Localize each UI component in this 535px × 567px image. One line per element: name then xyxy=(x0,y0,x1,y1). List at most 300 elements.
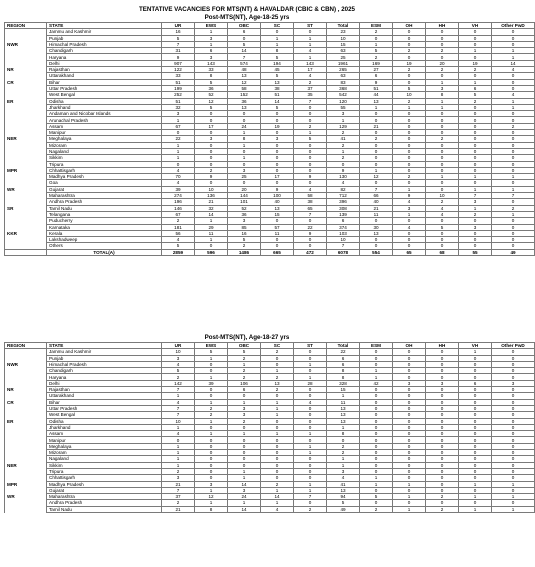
total-value-cell: 665 xyxy=(261,249,294,255)
value-cell: 2 xyxy=(426,199,459,205)
value-cell: 42 xyxy=(360,380,393,386)
value-cell: 63 xyxy=(327,48,360,54)
value-cell: 3 xyxy=(393,205,426,211)
value-cell: 0 xyxy=(459,424,492,430)
value-cell: 0 xyxy=(393,361,426,367)
value-cell: 19 xyxy=(393,60,426,66)
value-cell: 0 xyxy=(360,148,393,154)
value-cell: 1 xyxy=(459,205,492,211)
column-header: ESM xyxy=(360,343,393,349)
value-cell: 1 xyxy=(294,374,327,380)
value-cell: 1 xyxy=(360,41,393,47)
value-cell: 0 xyxy=(492,117,535,123)
value-cell: 142 xyxy=(162,380,195,386)
value-cell: 0 xyxy=(426,218,459,224)
value-cell: 6 xyxy=(360,73,393,79)
value-cell: 0 xyxy=(261,130,294,136)
value-cell: 0 xyxy=(294,475,327,481)
value-cell: 194 xyxy=(261,60,294,66)
value-cell: 22 xyxy=(327,349,360,355)
value-cell: 11 xyxy=(195,230,228,236)
value-cell: 4 xyxy=(162,167,195,173)
value-cell: 0 xyxy=(459,462,492,468)
state-cell: Chhattisgarh xyxy=(47,475,162,481)
total-row xyxy=(5,249,535,255)
value-cell: 1 xyxy=(195,355,228,361)
value-cell: 4 xyxy=(162,237,195,243)
value-cell: 0 xyxy=(228,35,261,41)
value-cell: 0 xyxy=(294,104,327,110)
value-cell: 17 xyxy=(294,67,327,73)
value-cell: 1 xyxy=(261,41,294,47)
value-cell: 0 xyxy=(195,424,228,430)
state-cell: Nagaland xyxy=(47,148,162,154)
value-cell: 0 xyxy=(294,180,327,186)
value-cell: 1 xyxy=(327,462,360,468)
value-cell: 58 xyxy=(294,193,327,199)
value-cell: 0 xyxy=(426,167,459,173)
value-cell: 0 xyxy=(294,142,327,148)
value-cell: 1 xyxy=(294,35,327,41)
value-cell: 265 xyxy=(327,67,360,73)
value-cell: 0 xyxy=(426,468,459,474)
value-cell: 0 xyxy=(261,456,294,462)
value-cell: 0 xyxy=(360,450,393,456)
value-cell: 1 xyxy=(294,481,327,487)
value-cell: 41 xyxy=(327,481,360,487)
value-cell: 2 xyxy=(327,130,360,136)
value-cell: 0 xyxy=(459,136,492,142)
value-cell: 17 xyxy=(195,123,228,129)
value-cell: 274 xyxy=(162,193,195,199)
value-cell: 0 xyxy=(393,111,426,117)
value-cell: 1 xyxy=(228,361,261,367)
value-cell: 0 xyxy=(426,355,459,361)
value-cell: 25 xyxy=(327,54,360,60)
value-cell: 2 xyxy=(459,211,492,217)
value-cell: 0 xyxy=(294,218,327,224)
value-cell: 0 xyxy=(261,361,294,367)
value-cell: 1 xyxy=(261,405,294,411)
value-cell: 4 xyxy=(162,361,195,367)
value-cell: 3 xyxy=(393,380,426,386)
state-cell: Lakshadweep xyxy=(47,237,162,243)
value-cell: 0 xyxy=(426,405,459,411)
value-cell: 0 xyxy=(360,437,393,443)
value-cell: 0 xyxy=(294,161,327,167)
value-cell: 11 xyxy=(360,211,393,217)
value-cell: 2 xyxy=(162,500,195,506)
value-cell: 3 xyxy=(195,481,228,487)
value-cell: 15 xyxy=(327,41,360,47)
table1-heading: Post-MTS(NT), Age-18-25 yrs xyxy=(204,14,290,21)
region-cell: NER xyxy=(5,462,47,468)
value-cell: 2 xyxy=(162,468,195,474)
state-cell: Goa xyxy=(47,180,162,186)
value-cell: 32 xyxy=(195,205,228,211)
value-cell: 6 xyxy=(228,387,261,393)
value-cell: 0 xyxy=(459,161,492,167)
value-cell: 712 xyxy=(327,193,360,199)
value-cell: 0 xyxy=(327,161,360,167)
value-cell: 0 xyxy=(492,456,535,462)
value-cell: 3 xyxy=(228,167,261,173)
value-cell: 2 xyxy=(492,123,535,129)
value-cell: 0 xyxy=(492,35,535,41)
value-cell: 0 xyxy=(360,237,393,243)
column-header: SC xyxy=(261,23,294,29)
value-cell: 0 xyxy=(195,468,228,474)
value-cell: 374 xyxy=(327,224,360,230)
value-cell: 3 xyxy=(492,380,535,386)
value-cell: 7 xyxy=(294,98,327,104)
value-cell: 146 xyxy=(162,205,195,211)
table-row xyxy=(5,506,535,512)
value-cell: 0 xyxy=(426,73,459,79)
value-cell: 12 xyxy=(360,174,393,180)
value-cell: 4 xyxy=(294,48,327,54)
value-cell: 144 xyxy=(228,193,261,199)
value-cell: 0 xyxy=(393,468,426,474)
state-cell: Uttarakhand xyxy=(47,393,162,399)
value-cell: 106 xyxy=(228,380,261,386)
state-cell: West Bengal xyxy=(47,92,162,98)
value-cell: 103 xyxy=(327,230,360,236)
value-cell: 5 xyxy=(261,54,294,60)
column-header: UR xyxy=(162,23,195,29)
value-cell: 0 xyxy=(393,355,426,361)
value-cell: 1 xyxy=(228,500,261,506)
vacancy-table-18-27 xyxy=(4,342,535,513)
value-cell: 0 xyxy=(492,487,535,493)
value-cell: 8 xyxy=(327,374,360,380)
value-cell: 0 xyxy=(294,349,327,355)
value-cell: 13 xyxy=(327,418,360,424)
value-cell: 0 xyxy=(459,41,492,47)
state-cell: Gujarat xyxy=(47,186,162,192)
column-header: OH xyxy=(393,343,426,349)
value-cell: 0 xyxy=(294,355,327,361)
value-cell: 0 xyxy=(426,123,459,129)
value-cell: 2 xyxy=(261,349,294,355)
value-cell: 0 xyxy=(426,130,459,136)
value-cell: 8 xyxy=(228,136,261,142)
value-cell: 9 xyxy=(162,54,195,60)
value-cell: 0 xyxy=(492,475,535,481)
value-cell: 0 xyxy=(492,462,535,468)
value-cell: 0 xyxy=(426,475,459,481)
value-cell: 10 xyxy=(426,193,459,199)
value-cell: 0 xyxy=(426,35,459,41)
value-cell: 10 xyxy=(327,237,360,243)
value-cell: 2 xyxy=(294,506,327,512)
value-cell: 1 xyxy=(393,494,426,500)
region-cell: NR xyxy=(5,387,47,393)
region-cell: MPR xyxy=(5,167,47,173)
value-cell: 1 xyxy=(426,79,459,85)
value-cell: 0 xyxy=(459,142,492,148)
value-cell: 2 xyxy=(294,123,327,129)
value-cell: 4 xyxy=(393,224,426,230)
value-cell: 0 xyxy=(294,155,327,161)
region-cell: CR xyxy=(5,79,47,85)
state-cell: Madhya Pradesh xyxy=(47,174,162,180)
value-cell: 0 xyxy=(426,161,459,167)
value-cell: 1 xyxy=(228,431,261,437)
value-cell: 85 xyxy=(228,224,261,230)
value-cell: 1 xyxy=(360,167,393,173)
value-cell: 10 xyxy=(327,35,360,41)
value-cell: 0 xyxy=(492,218,535,224)
value-cell: 37 xyxy=(162,494,195,500)
value-cell: 63 xyxy=(327,73,360,79)
state-cell: Himachal Pradesh xyxy=(47,41,162,47)
value-cell: 3 xyxy=(195,35,228,41)
value-cell: 0 xyxy=(426,230,459,236)
value-cell: 5 xyxy=(162,35,195,41)
value-cell: 2 xyxy=(261,374,294,380)
value-cell: 5 xyxy=(228,41,261,47)
value-cell: 0 xyxy=(360,431,393,437)
value-cell: 0 xyxy=(459,456,492,462)
value-cell: 13 xyxy=(228,73,261,79)
value-cell: 2 xyxy=(426,136,459,142)
value-cell: 45 xyxy=(261,67,294,73)
value-cell: 0 xyxy=(492,450,535,456)
value-cell: 51 xyxy=(360,85,393,91)
value-cell: 2 xyxy=(360,136,393,142)
value-cell: 0 xyxy=(294,387,327,393)
state-cell: Jammu and Kashmir xyxy=(47,29,162,35)
value-cell: 0 xyxy=(228,180,261,186)
value-cell: 65 xyxy=(294,205,327,211)
value-cell: 1 xyxy=(294,361,327,367)
value-cell: 6 xyxy=(195,48,228,54)
value-cell: 0 xyxy=(426,431,459,437)
value-cell: 38 xyxy=(294,199,327,205)
state-cell: Madhya Pradesh xyxy=(47,481,162,487)
value-cell: 16 xyxy=(228,230,261,236)
value-cell: 0 xyxy=(459,405,492,411)
value-cell: 40 xyxy=(360,199,393,205)
table-body xyxy=(5,29,535,256)
value-cell: 328 xyxy=(327,380,360,386)
value-cell: 13 xyxy=(261,380,294,386)
value-cell: 52 xyxy=(195,92,228,98)
value-cell: 5 xyxy=(195,104,228,110)
value-cell: 9 xyxy=(261,186,294,192)
column-header: EWS xyxy=(195,23,228,29)
value-cell: 542 xyxy=(327,92,360,98)
value-cell: 1 xyxy=(294,431,327,437)
value-cell: 0 xyxy=(195,142,228,148)
value-cell: 0 xyxy=(426,399,459,405)
value-cell: 0 xyxy=(294,405,327,411)
state-cell: Delhi xyxy=(47,380,162,386)
value-cell: 196 xyxy=(162,199,195,205)
value-cell: 0 xyxy=(294,424,327,430)
value-cell: 5 xyxy=(195,79,228,85)
region-cell: NWR xyxy=(5,41,47,47)
value-cell: 0 xyxy=(492,393,535,399)
value-cell: 52 xyxy=(228,205,261,211)
value-cell: 1 xyxy=(162,424,195,430)
value-cell: 38 xyxy=(261,85,294,91)
total-value-cell: 6078 xyxy=(327,249,360,255)
state-cell: Delhi xyxy=(47,60,162,66)
value-cell: 4 xyxy=(327,180,360,186)
value-cell: 0 xyxy=(426,117,459,123)
value-cell: 0 xyxy=(426,481,459,487)
value-cell: 1 xyxy=(195,237,228,243)
value-cell: 199 xyxy=(162,85,195,91)
value-cell: 0 xyxy=(360,142,393,148)
value-cell: 0 xyxy=(195,148,228,154)
value-cell: 1 xyxy=(162,462,195,468)
value-cell: 1 xyxy=(261,368,294,374)
state-cell: Mizoram xyxy=(47,450,162,456)
value-cell: 2 xyxy=(195,412,228,418)
region-cell: NER xyxy=(5,136,47,142)
state-cell: Others xyxy=(47,243,162,249)
value-cell: 0 xyxy=(426,393,459,399)
region-cell xyxy=(5,506,47,512)
value-cell: 44 xyxy=(360,92,393,98)
value-cell: 5 xyxy=(228,237,261,243)
state-cell: Chandigarh xyxy=(47,368,162,374)
value-cell: 0 xyxy=(261,117,294,123)
vacancy-table-18-25 xyxy=(4,22,535,256)
value-cell: 0 xyxy=(459,355,492,361)
value-cell: 40 xyxy=(261,199,294,205)
value-cell: 0 xyxy=(261,450,294,456)
value-cell: 1 xyxy=(294,450,327,456)
region-cell: WR xyxy=(5,494,47,500)
value-cell: 0 xyxy=(261,243,294,249)
state-cell: Nagaland xyxy=(47,456,162,462)
value-cell: 0 xyxy=(426,443,459,449)
value-cell: 33 xyxy=(195,67,228,73)
value-cell: 0 xyxy=(360,130,393,136)
column-header: SC xyxy=(261,343,294,349)
value-cell: 5 xyxy=(360,48,393,54)
column-header: STATE xyxy=(47,23,162,29)
state-cell: Meghalaya xyxy=(47,136,162,142)
value-cell: 1 xyxy=(261,431,294,437)
state-cell: Gujarat xyxy=(47,487,162,493)
value-cell: 9 xyxy=(360,79,393,85)
state-cell: Meghalaya xyxy=(47,443,162,449)
value-cell: 1 xyxy=(162,155,195,161)
value-cell: 0 xyxy=(459,180,492,186)
value-cell: 0 xyxy=(195,393,228,399)
value-cell: 6 xyxy=(459,85,492,91)
value-cell: 0 xyxy=(228,148,261,154)
value-cell: 0 xyxy=(393,412,426,418)
value-cell: 1 xyxy=(492,211,535,217)
value-cell: 13 xyxy=(327,487,360,493)
value-cell: 0 xyxy=(459,111,492,117)
value-cell: 5 xyxy=(261,104,294,110)
value-cell: 0 xyxy=(459,368,492,374)
value-cell: 14 xyxy=(228,506,261,512)
value-cell: 4 xyxy=(492,92,535,98)
value-cell: 0 xyxy=(228,456,261,462)
value-cell: 9 xyxy=(195,174,228,180)
value-cell: 1 xyxy=(195,399,228,405)
value-cell: 0 xyxy=(393,405,426,411)
state-cell: Assam xyxy=(47,431,162,437)
value-cell: 0 xyxy=(492,111,535,117)
value-cell: 0 xyxy=(492,142,535,148)
value-cell: 0 xyxy=(228,111,261,117)
value-cell: 5 xyxy=(360,494,393,500)
value-cell: 82 xyxy=(327,186,360,192)
value-cell: 0 xyxy=(360,500,393,506)
value-cell: 0 xyxy=(360,424,393,430)
value-cell: 3 xyxy=(162,475,195,481)
value-cell: 0 xyxy=(393,136,426,142)
value-cell: 1 xyxy=(294,54,327,60)
value-cell: 0 xyxy=(393,29,426,35)
value-cell: 0 xyxy=(360,180,393,186)
value-cell: 0 xyxy=(393,54,426,60)
value-cell: 4 xyxy=(162,431,195,437)
value-cell: 1 xyxy=(327,456,360,462)
value-cell: 8 xyxy=(195,73,228,79)
value-cell: 5 xyxy=(162,243,195,249)
value-cell: 0 xyxy=(294,437,327,443)
value-cell: 0 xyxy=(360,155,393,161)
state-cell: Mizoram xyxy=(47,142,162,148)
value-cell: 1 xyxy=(492,494,535,500)
value-cell: 0 xyxy=(459,130,492,136)
column-header: OBC xyxy=(228,23,261,29)
region-cell: ER xyxy=(5,98,47,104)
value-cell: 0 xyxy=(261,443,294,449)
value-cell: 0 xyxy=(195,130,228,136)
value-cell: 1 xyxy=(327,424,360,430)
value-cell: 0 xyxy=(426,54,459,60)
value-cell: 25 xyxy=(228,174,261,180)
value-cell: 0 xyxy=(360,117,393,123)
value-cell: 0 xyxy=(393,443,426,449)
value-cell: 0 xyxy=(294,368,327,374)
value-cell: 1 xyxy=(294,130,327,136)
value-cell: 14 xyxy=(228,48,261,54)
value-cell: 5 xyxy=(228,349,261,355)
value-cell: 139 xyxy=(327,211,360,217)
value-cell: 0 xyxy=(492,230,535,236)
region-cell: MPR xyxy=(5,481,47,487)
value-cell: 32 xyxy=(162,104,195,110)
region-cell: KKR xyxy=(5,230,47,236)
value-cell: 0 xyxy=(492,180,535,186)
value-cell: 21 xyxy=(360,205,393,211)
value-cell: 0 xyxy=(426,29,459,35)
value-cell: 0 xyxy=(261,437,294,443)
total-value-cell: 68 xyxy=(426,249,459,255)
value-cell: 0 xyxy=(360,361,393,367)
value-cell: 3 xyxy=(228,218,261,224)
value-cell: 7 xyxy=(162,41,195,47)
value-cell: 3 xyxy=(162,355,195,361)
value-cell: 0 xyxy=(459,443,492,449)
state-cell: Maharashtra xyxy=(47,193,162,199)
value-cell: 0 xyxy=(459,218,492,224)
value-cell: 9 xyxy=(294,174,327,180)
value-cell: 24 xyxy=(228,494,261,500)
